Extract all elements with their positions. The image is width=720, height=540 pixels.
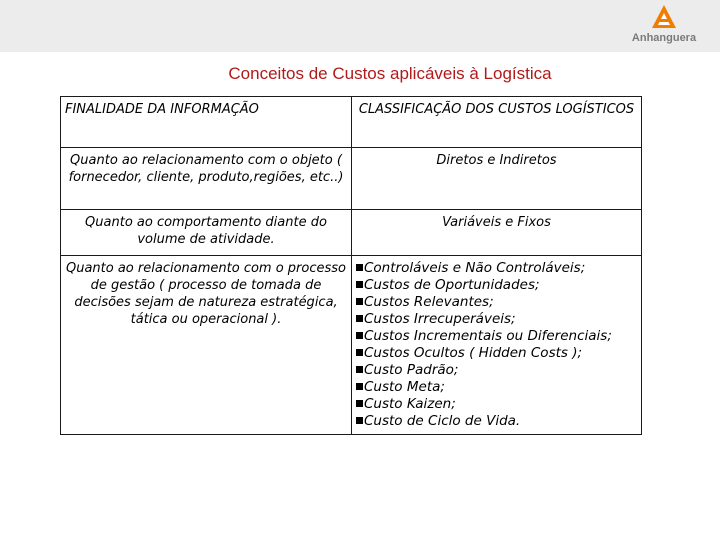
row-2-finalidade: Quanto ao comportamento diante do volume de atividade. xyxy=(61,210,352,256)
table-row xyxy=(61,210,642,256)
list-item: Custos Incrementais ou Diferenciais; xyxy=(356,328,637,345)
row-1-classificacao: Diretos e Indiretos xyxy=(352,148,642,210)
header-classificacao: CLASSIFICAÇÃO DOS CUSTOS LOGÍSTICOS xyxy=(352,97,642,148)
header-finalidade: FINALIDADE DA INFORMAÇÃO xyxy=(61,97,352,148)
square-bullet-icon xyxy=(356,417,363,424)
table-header-row xyxy=(61,97,642,148)
row-2-classificacao: Variáveis e Fixos xyxy=(352,210,642,256)
top-bar xyxy=(0,0,720,52)
square-bullet-icon xyxy=(356,315,363,322)
list-item: Custo Padrão; xyxy=(356,362,637,379)
square-bullet-icon xyxy=(356,298,363,305)
table-row xyxy=(61,256,642,435)
square-bullet-icon xyxy=(356,349,363,356)
table-row xyxy=(61,148,642,210)
square-bullet-icon xyxy=(356,264,363,271)
square-bullet-icon xyxy=(356,281,363,288)
list-item: Custo de Ciclo de Vida. xyxy=(356,413,637,430)
square-bullet-icon xyxy=(356,383,363,390)
list-item: Custos Ocultos ( Hidden Costs ); xyxy=(356,345,637,362)
row-1-finalidade: Quanto ao relacionamento com o objeto ( fornecedor, cliente, produto,regiões, etc..) xyxy=(61,148,352,210)
anhanguera-logo-icon xyxy=(651,4,677,30)
costs-table xyxy=(60,96,642,435)
row-3-finalidade: Quanto ao relacionamento com o processo de gestão ( processo de tomada de decisões sejam de natureza estratégica, tática ou operacional ). xyxy=(61,256,352,435)
brand-name: Anhanguera xyxy=(631,32,697,44)
page-title: Conceitos de Custos aplicáveis à Logística xyxy=(228,64,552,83)
list-item: Custos de Oportunidades; xyxy=(356,277,637,294)
list-item: Controláveis e Não Controláveis; xyxy=(356,260,637,277)
square-bullet-icon xyxy=(356,366,363,373)
square-bullet-icon xyxy=(356,332,363,339)
square-bullet-icon xyxy=(356,400,363,407)
list-item: Custo Kaizen; xyxy=(356,396,637,413)
list-item: Custos Irrecuperáveis; xyxy=(356,311,637,328)
brand-logo xyxy=(622,4,706,48)
list-item: Custo Meta; xyxy=(356,379,637,396)
row-3-classificacao-list xyxy=(352,256,642,435)
list-item: Custos Relevantes; xyxy=(356,294,637,311)
